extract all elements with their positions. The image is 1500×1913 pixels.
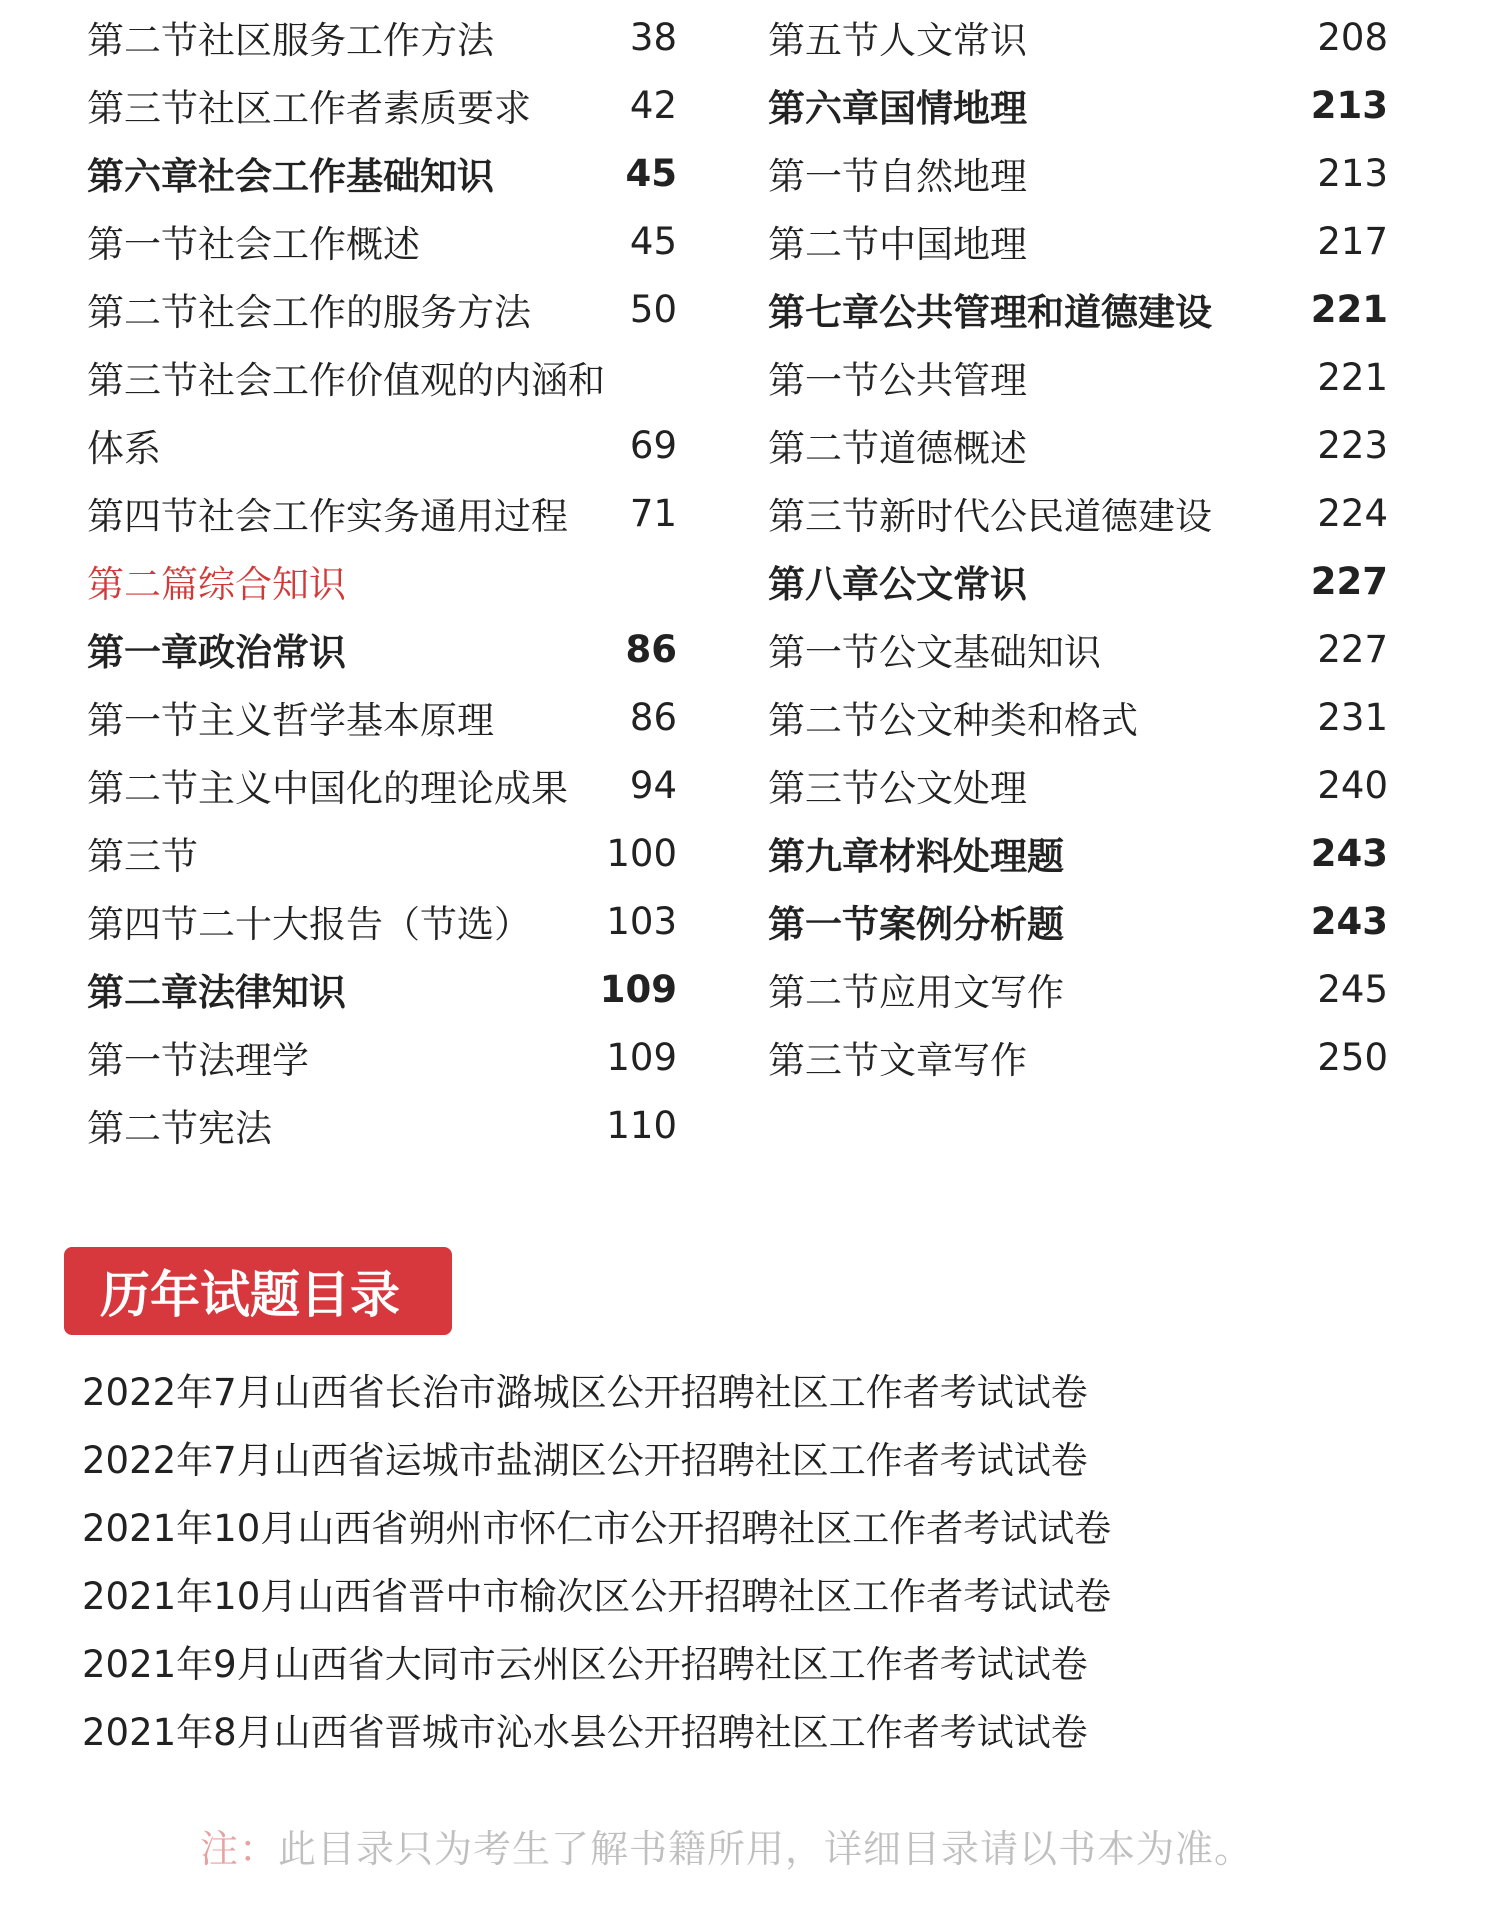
toc-entry-page: 71 [629, 491, 677, 535]
toc-entry-label: 第八章公文常识 [768, 563, 1027, 606]
toc-entry-label: 第三节公文处理 [768, 767, 1027, 810]
toc-entry-page: 50 [629, 287, 677, 331]
exam-paper-item: 2022年7月山西省长治市潞城区公开招聘社区工作者考试试卷 [82, 1371, 1088, 1414]
past-exams-heading-label: 历年试题目录 [100, 1266, 400, 1324]
footnote-text: 此目录只为考生了解书籍所用，详细目录请以书本为准。 [278, 1827, 1254, 1871]
toc-entry-label: 第二节社会工作的服务方法 [87, 291, 531, 334]
toc-entry [87, 887, 677, 955]
toc-entry-label: 第二节公文种类和格式 [768, 699, 1138, 742]
footnote-prefix: 注： [200, 1827, 279, 1871]
toc-entry [768, 479, 1388, 547]
toc-entry [87, 139, 677, 207]
toc-entry [768, 819, 1388, 887]
toc-entry-page: 217 [1317, 219, 1388, 263]
toc-entry [87, 615, 677, 683]
toc-entry-label: 第一章政治常识 [87, 631, 346, 674]
toc-entry [87, 207, 677, 275]
exam-paper-item: 2021年10月山西省晋中市榆次区公开招聘社区工作者考试试卷 [82, 1575, 1112, 1618]
toc-entry [768, 547, 1388, 615]
past-exams-heading [64, 1247, 452, 1335]
toc-entry-page: 109 [606, 1035, 677, 1079]
toc-entry-label: 第二章法律知识 [87, 971, 346, 1014]
toc-entry-label: 第三节社会工作价值观的内涵和 [87, 359, 605, 402]
toc-entry-label: 第一节主义哲学基本原理 [87, 699, 494, 742]
toc-entry-page: 250 [1317, 1035, 1388, 1079]
toc-entry [768, 139, 1388, 207]
toc-entry-label: 第四节社会工作实务通用过程 [87, 495, 568, 538]
toc-entry [87, 1091, 677, 1159]
toc-entry [768, 955, 1388, 1023]
toc-entry-label: 第九章材料处理题 [768, 835, 1064, 878]
toc-entry [87, 411, 677, 479]
toc-entry-page: 110 [606, 1103, 677, 1147]
toc-entry-page: 100 [606, 831, 677, 875]
toc-entry-page: 42 [629, 83, 677, 127]
toc-entry-label: 第二节宪法 [87, 1107, 272, 1150]
toc-entry-page: 245 [1317, 967, 1388, 1011]
toc-entry [87, 955, 677, 1023]
toc-entry [768, 887, 1388, 955]
toc-entry [768, 3, 1388, 71]
toc-entry-label: 第五节人文常识 [768, 19, 1027, 62]
toc-entry-page: 227 [1310, 559, 1388, 603]
toc-entry [768, 343, 1388, 411]
toc-entry-page: 94 [629, 763, 677, 807]
toc-entry-label: 第三节 [87, 835, 198, 878]
toc-entry-page: 243 [1310, 831, 1388, 875]
toc-entry-page: 221 [1310, 287, 1388, 331]
toc-entry-label: 第一节法理学 [87, 1039, 309, 1082]
toc-entry-label: 第七章公共管理和道德建设 [768, 291, 1212, 334]
toc-entry-page: 213 [1310, 83, 1388, 127]
toc-entry-page: 221 [1317, 355, 1388, 399]
exam-paper-list [82, 1355, 1282, 1763]
toc-entry [768, 411, 1388, 479]
toc-entry-page: 213 [1317, 151, 1388, 195]
toc-entry-page: 45 [629, 219, 677, 263]
toc-entry-label: 第六章社会工作基础知识 [87, 155, 494, 198]
toc-entry-label: 第一节案例分析题 [768, 903, 1064, 946]
toc-entry-page: 38 [629, 15, 677, 59]
toc-entry-page: 86 [629, 695, 677, 739]
toc-entry [87, 547, 677, 615]
toc-entry-page: 240 [1317, 763, 1388, 807]
toc-entry-label: 第三节文章写作 [768, 1039, 1027, 1082]
toc-left-column [87, 3, 677, 1159]
toc-entry-page: 45 [625, 151, 677, 195]
toc-entry-label: 体系 [87, 427, 161, 470]
toc-entry-page: 109 [599, 967, 677, 1011]
toc-right-column [768, 3, 1388, 1091]
toc-entry [87, 3, 677, 71]
toc-entry-page: 231 [1317, 695, 1388, 739]
toc-entry-label: 第二节道德概述 [768, 427, 1027, 470]
toc-entry-label: 第一节公共管理 [768, 359, 1027, 402]
toc-entry [87, 1023, 677, 1091]
toc-entry [768, 275, 1388, 343]
toc-entry-label: 第一节公文基础知识 [768, 631, 1101, 674]
toc-entry [768, 71, 1388, 139]
toc-entry-page: 223 [1317, 423, 1388, 467]
toc-entry-label: 第一节社会工作概述 [87, 223, 420, 266]
toc-entry [87, 343, 677, 411]
toc-entry-label: 第二节主义中国化的理论成果 [87, 767, 568, 810]
toc-entry-label: 第二节中国地理 [768, 223, 1027, 266]
toc-entry [87, 751, 677, 819]
footnote [200, 1818, 1253, 1873]
toc-entry-page: 103 [606, 899, 677, 943]
toc-entry [87, 819, 677, 887]
toc-entry-label: 第三节新时代公民道德建设 [768, 495, 1212, 538]
toc-entry [768, 683, 1388, 751]
toc-entry-page: 69 [629, 423, 677, 467]
toc-entry-page: 243 [1310, 899, 1388, 943]
toc-entry [87, 683, 677, 751]
toc-entry [87, 71, 677, 139]
toc-entry-label: 第六章国情地理 [768, 87, 1027, 130]
toc-entry [87, 479, 677, 547]
toc-entry-page: 86 [625, 627, 677, 671]
toc-entry-label: 第三节社区工作者素质要求 [87, 87, 531, 130]
toc-entry [87, 275, 677, 343]
exam-paper-item: 2022年7月山西省运城市盐湖区公开招聘社区工作者考试试卷 [82, 1439, 1088, 1482]
exam-paper-item: 2021年9月山西省大同市云州区公开招聘社区工作者考试试卷 [82, 1643, 1088, 1686]
toc-entry [768, 615, 1388, 683]
exam-paper-item: 2021年8月山西省晋城市沁水县公开招聘社区工作者考试试卷 [82, 1711, 1088, 1754]
toc-entry-label: 第二篇综合知识 [87, 563, 346, 606]
exam-paper-item: 2021年10月山西省朔州市怀仁市公开招聘社区工作者考试试卷 [82, 1507, 1112, 1550]
toc-entry [768, 1023, 1388, 1091]
toc-entry-label: 第一节自然地理 [768, 155, 1027, 198]
toc-entry [768, 207, 1388, 275]
toc-entry-label: 第二节社区服务工作方法 [87, 19, 494, 62]
toc-entry-label: 第四节二十大报告（节选） [87, 903, 531, 946]
toc-entry-page: 224 [1317, 491, 1388, 535]
toc-entry-page: 208 [1317, 15, 1388, 59]
toc-entry-label: 第二节应用文写作 [768, 971, 1064, 1014]
toc-entry [768, 751, 1388, 819]
toc-entry-page: 227 [1317, 627, 1388, 671]
